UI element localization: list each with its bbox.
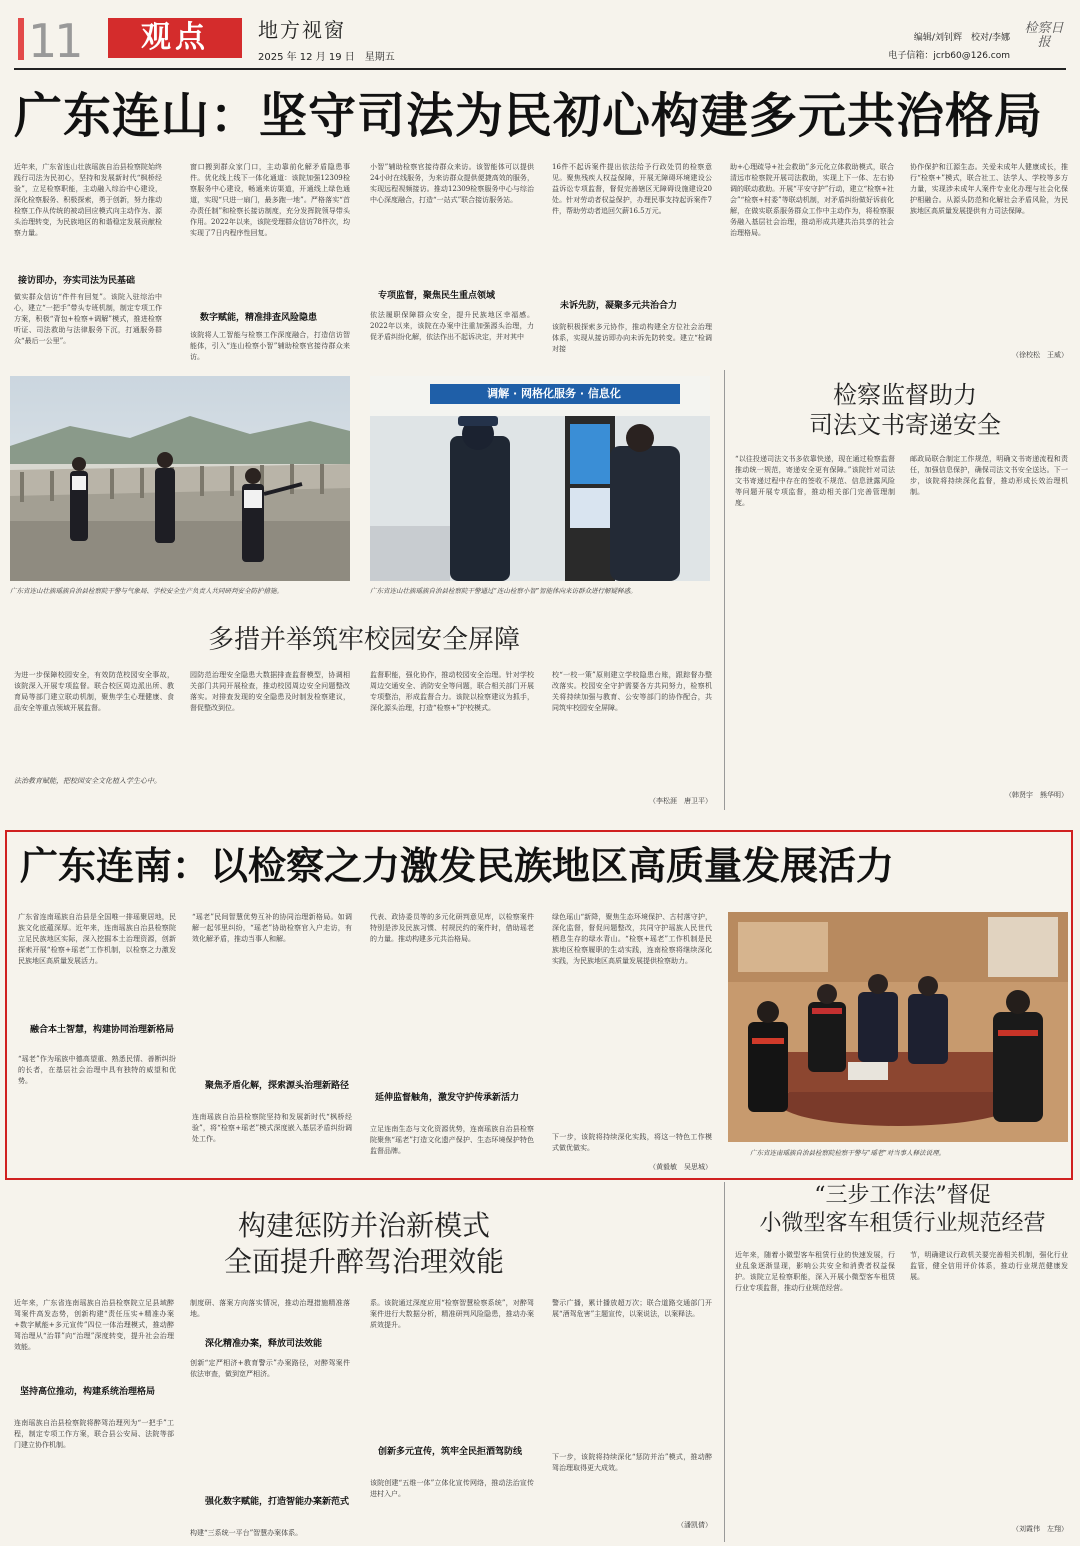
article5-col2-subhead2: 强化数字赋能，打造智能办案新范式 bbox=[205, 1497, 350, 1507]
article6-author: （刘霞伟 左翔） bbox=[1012, 1525, 1068, 1533]
article1-col1-intro: 近年来，广东省连山壮族瑶族自治县检察院始终践行司法为民初心，坚持和发展新时代“枫桥经验”，立足检察职能，主动融入综治中心建设，深化检察服务、积极探索，勇于创新，努力推动检察工作从传统的被动回应模式向主动作为、源头治理转变，为民族地区的和谐稳定发展贡献检察力量。 bbox=[14, 163, 162, 237]
article4-col2: “瑶老”民间智慧优势互补的协同治理新格局。如调解一起邻里纠纷，“瑶老”协助检察官入户走访，有效化解矛盾，推动当事人和解。 bbox=[192, 913, 352, 943]
article3-author: （韩贤宇 熊华明） bbox=[1005, 791, 1068, 799]
article4-author: （黄毅敏 吴思城） bbox=[649, 1163, 712, 1171]
article4-col3-subhead: 延伸监督触角，激发守护传承新活力 bbox=[375, 1093, 520, 1103]
article1-author: （徐校松 王威） bbox=[1012, 351, 1068, 359]
article4-col1-intro: 广东省连南瑶族自治县是全国唯一排瑶聚居地，民族文化底蕴深厚。近年来，连南瑶族自治县检察院立足民族地区实际，深入挖掘本土治理资源，创新探索开展“检察+瑶老”工作机制，以检察之力激发民族地区高质量发展活力。 bbox=[18, 913, 176, 965]
article5-col3-subhead: 创新多元宣传，筑牢全民拒酒驾防线 bbox=[378, 1447, 523, 1457]
page-number-text: 11 bbox=[28, 14, 81, 68]
page-number bbox=[18, 14, 108, 68]
article6-headline: “三步工作法”督促 小微型客车租赁行业规范经营 bbox=[759, 1183, 1046, 1236]
article1-photo1-caption: 广东省连山壮族瑶族自治县检察院干警与气象局、学校安全生产负责人共同研判安全防护措施。 bbox=[10, 587, 283, 595]
article1-col4-subhead: 未诉先防，凝聚多元共治合力 bbox=[560, 301, 678, 311]
issue-date: 2025 年 12 月 19 日 星期五 bbox=[258, 52, 395, 63]
article1-col3-subhead: 专项监督，聚焦民生重点领域 bbox=[378, 291, 496, 301]
article2-author: （李松涯 唐卫平） bbox=[649, 797, 712, 805]
article2-col1-italic: 法治教育赋能，把校园安全文化植入学生心中。 bbox=[14, 777, 161, 785]
article6-col1: 近年来，随着小微型客车租赁行业的快速发展，行业乱象逐渐显现，影响公共安全和消费者权益保护。该院立足检察职能，深入开展小微型客车租赁行业专项监督，推动行业规范经营。 bbox=[735, 1251, 895, 1292]
article4-col4: 绿色瑶山“新降，聚焦生态环境保护、古村落守护，深化监督，督促问题整改，共同守护瑶族人民世代栖息生存的绿水青山。“检察+瑶老”工作机制是民族地区检察履职的生动实践，连南检察将继续深化实践，为民族地区高质量发展提供检察助力。 bbox=[552, 913, 712, 965]
article1-photo1 bbox=[10, 376, 350, 581]
newspaper-logo: 检察日报 bbox=[1024, 21, 1064, 50]
article2-col2: 园防范治理安全隐患大数据排查监督模型，协调相关部门共同开展检查，推动校园周边安全问题整改落实。对排查发现的安全隐患及时制发检察建议，督促整改到位。 bbox=[190, 671, 350, 712]
article5-headline: 构建惩防并治新模式 全面提升醉驾治理效能 bbox=[223, 1209, 504, 1278]
article5-col1-subhead: 坚持高位推动，构建系统治理格局 bbox=[20, 1387, 156, 1397]
article1-col2-top: 窗口搬到群众家门口，主动靠前化解矛盾隐患事件。优化线上线下一体化通道：该院加强12309检察服务中心建设，畅通来访渠道，开通线上绿色通道，实现“只进一扇门，最多跑一地”。严格落实“首办责任制”和检察长接访制度，充分发挥院领导带头作用。2022年以来，该院受理群众信访78件次，均实现了7日内程序性回复。 bbox=[190, 163, 350, 237]
article1-headline: 广东连山：坚守司法为民初心构建多元共治格局 bbox=[14, 88, 1044, 144]
article2-headline: 多措并举筑牢校园安全屏障 bbox=[207, 625, 520, 655]
article3-col1: “以往投递司法文书多依靠快递，现在通过检察监督推动统一规范，寄递安全更有保障。”该院针对司法文书寄递过程中存在的签收不规范、信息泄露风险等问题开展专项监督，推动相关部门完善管理制度。 bbox=[735, 455, 895, 507]
article5-col2-body2: 构建“三系统一平台”智慧办案体系。 bbox=[190, 1529, 303, 1537]
article5-col3: 系。该院通过深度应用“检察智慧检察系统”，对醉驾案件进行大数据分析，精准研判风险隐患，推动办案质效提升。 bbox=[370, 1299, 534, 1329]
article5-col1-body: 连南瑶族自治县检察院将醉驾治理列为“一把手”工程，制定专项工作方案，联合县公安局、法院等部门建立协作机制。 bbox=[14, 1419, 174, 1449]
article5-col2-body: 创新“定严相济+教育警示”办案路径，对醉驾案件依法审查，做到宽严相济。 bbox=[190, 1359, 350, 1378]
article1-col2-body: 该院将人工智能与检察工作深度融合，打造信访智能体，引入“连山检察小智”辅助检察官接待群众来访。 bbox=[190, 331, 350, 361]
editors-line: 编辑/刘钊辉 校对/李娜 bbox=[913, 33, 1010, 43]
article4-col2-subhead: 聚焦矛盾化解，探索源头治理新路径 bbox=[205, 1081, 350, 1091]
article2-col1: 为进一步保障校园安全，有效防范校园安全事故，该院深入开展专项监督。联合校区周边派出所、教育局等部门建立联动机制，聚焦学生心理健康、食品安全等重点领域开展监督。 bbox=[14, 671, 174, 712]
article4-col2-body: 连南瑶族自治县检察院坚持和发展新时代“枫桥经验”，将“检察+瑶老”模式深度嵌入基层矛盾纠纷调处工作。 bbox=[192, 1113, 352, 1143]
article2-col4: 校“一校一策”原则建立学校隐患台账，跟踪督办整改落实。校园安全守护需要各方共同努力，检察机关将持续加强与教育、公安等部门的协作配合，共同筑牢校园安全屏障。 bbox=[552, 671, 712, 712]
article1-col1-body: 做实群众信访“件件有回复”。该院入驻综治中心，建立“一把手”带头专班机制，制定专项工作方案，积极“背包+检察+调解”模式，推进检察听证、司法救助与法律服务下沉，打通服务群众“最后一公里”。 bbox=[14, 293, 162, 345]
article4-col3-body: 立足连南生态与文化资源优势，连南瑶族自治县检察院聚焦“瑶老”打造文化遗产保护、生态环境保护特色监督品牌。 bbox=[370, 1125, 534, 1155]
masthead-rule bbox=[14, 68, 1066, 70]
article5-col2: 制度研、落案方向落实情况，推动治理措施精准落地。 bbox=[190, 1299, 350, 1318]
article4-headline: 广东连南：以检察之力激发民族地区高质量发展活力 bbox=[20, 843, 895, 888]
article4-col1-body: “瑶老”作为瑶族中德高望重、熟悉民情、善断纠纷的长者，在基层社会治理中具有独特的威望和优势。 bbox=[18, 1055, 176, 1085]
article4-col1-subhead: 融合本土智慧，构建协同治理新格局 bbox=[30, 1025, 175, 1035]
article5-col4-body: 下一步，该院将持续深化“惩防并治”模式，推动醉驾治理取得更大成效。 bbox=[552, 1453, 712, 1472]
article1-col4-body: 该院积极探索多元协作，推动构建全方位社会治理体系，实现从接访即办向未诉先防转变。建立“检调对接 bbox=[552, 323, 712, 353]
article5-col3-body: 该院创建“五维一体”立体化宣传网络，推动法治宣传进村入户。 bbox=[370, 1479, 534, 1498]
article6-divider bbox=[724, 1182, 725, 1542]
column-name: 地方视窗 bbox=[258, 18, 346, 42]
article3-divider bbox=[724, 370, 725, 810]
article4-col4-body: 下一步，该院将持续深化实践，将这一特色工作模式做优做实。 bbox=[552, 1133, 712, 1152]
article3-headline: 检察监督助力 司法文书寄递安全 bbox=[809, 381, 1001, 439]
section-label: 观点 bbox=[108, 18, 242, 58]
article6-col2: 节，明确建议行政机关要完善相关机制，强化行业监管，健全信用评价体系，推动行业规范健康发展。 bbox=[910, 1251, 1068, 1281]
article1-col3-body: 依法履职保障群众安全，提升民族地区幸福感。2022年以来，该院在办案中注重加强源头治理，力促矛盾纠纷化解，依法作出不起诉决定，并对其中 bbox=[370, 311, 534, 341]
article5-author: （潘凯倩） bbox=[677, 1521, 712, 1529]
article1-col2-subhead: 数字赋能，精准排查风险隐患 bbox=[200, 313, 318, 323]
article1-photo2-caption: 广东省连山壮族瑶族自治县检察院干警通过“连山检察小智”智能体向来访群众进行解疑释惑。 bbox=[370, 587, 637, 595]
article4-photo bbox=[728, 912, 1068, 1142]
article1-col6-body: 协作保护和江源生态。关爱未成年人健康成长，推行“检察+”模式，联合社工、法学人、学校等多方力量，实现涉未成年人案件专业化办理与社会化保护相融合。从源头防范和化解社会矛盾风险，为民族地区高质量发展提供有力司法保障。 bbox=[910, 163, 1068, 215]
article5-col4: 警示广播，累计播放超万次；联合道路交通部门开展“酒驾危害”主题宣传，以案说法，以案释法。 bbox=[552, 1299, 712, 1318]
article2-col3: 监督职能，强化协作，推动校园安全治理。针对学校周边交通安全、消防安全等问题，联合相关部门开展专项整治，形成监督合力。该院以检察建议为抓手，深化源头治理，打造“检察+”护校模式。 bbox=[370, 671, 534, 712]
article1-photo2 bbox=[370, 376, 710, 581]
article5-col2-subhead: 深化精准办案，释放司法效能 bbox=[205, 1339, 323, 1349]
article1-col3-top: 小智”辅助检察官接待群众来访。该智能体可以提供24小时在线服务，为来访群众提供便捷高效的服务，实现远程视频接访。推动12309检察服务中心与综治中心深度融合，打造“一站式”联合接访服务站。 bbox=[370, 163, 534, 204]
page-number-bar bbox=[18, 18, 24, 60]
article1-col4-top: 16件不起诉案件提出依法给予行政处罚的检察意见。聚焦残疾人权益保障，开展无障碍环境建设公益诉讼专项监督，督促完善辖区无障碍设施建设20处。针对劳动者权益保护，办理民事支持起诉案件7件，帮助劳动者追回欠薪16.5万元。 bbox=[552, 163, 712, 215]
email-line: 电子信箱：jcrb60@126.com bbox=[888, 51, 1010, 61]
photo2-sign-text: 调解 · 网格化服务 · 信息化 bbox=[487, 387, 621, 400]
article5-col1-intro: 近年来，广东省连南瑶族自治县检察院立足县域醉驾案件高发态势，创新构建“责任压实+精准办案+数字赋能+多元宣传”四位一体治理模式，推动醉驾治理从“治罪”向“治理”深度转变，提升社会治理效能。 bbox=[14, 1299, 174, 1351]
article1-col1-subhead: 接访即办，夯实司法为民基础 bbox=[18, 276, 136, 286]
article4-photo-caption: 广东省连南瑶族自治县检察院检察干警与“瑶老”对当事人释法说理。 bbox=[750, 1149, 946, 1157]
article1-col5-body: 助+心理疏导+社会救助”多元化立体救助模式，联合清远市检察院开展司法救助，实现上下一体、左右协调的联动救助。开展“平安守护”行动，建立“检察+社会”“检察+村委”等联动机制，对矛盾纠纷做好诉前化解，在做实联系服务群众工作中主动作为，将检察服务融入基层社会治理，推动形成共建共治共享的社会治理格局。 bbox=[730, 163, 894, 237]
article4-col3: 代表、政协委员等的多元化研判意见库，以检察案件特别是涉及民族习惯、村规民约的案件时，借助瑶老的力量。推动构建多元共治格局。 bbox=[370, 913, 534, 943]
article3-col2: 邮政局联合制定工作规范，明确文书寄递流程和责任，加强信息保护，确保司法文书安全送达。下一步，该院将持续深化监督，推动形成长效治理机制。 bbox=[910, 455, 1068, 496]
